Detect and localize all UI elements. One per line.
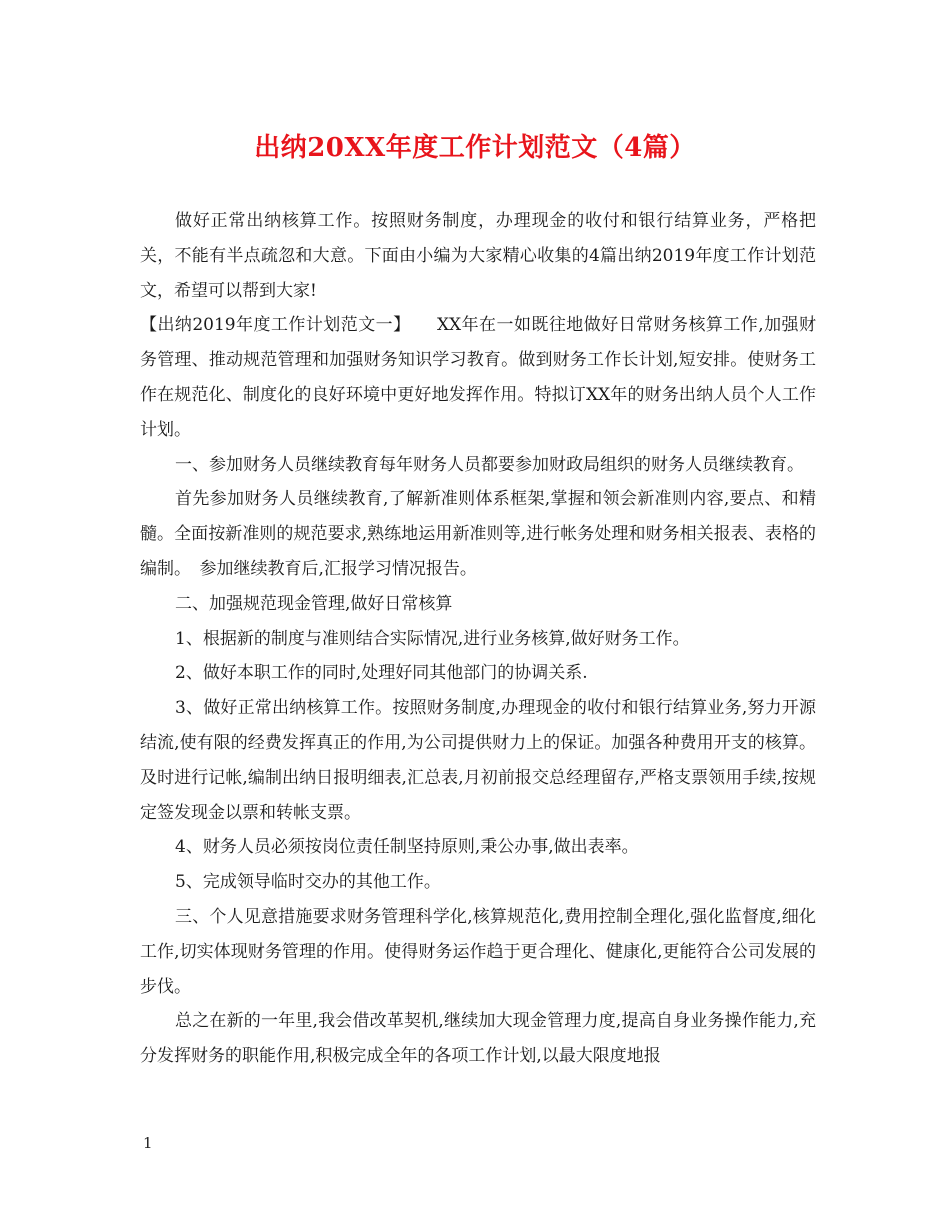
paragraph-section-two: 二、加强规范现金管理,做好日常核算	[175, 593, 453, 614]
document-title: 出纳20XX年度工作计划范文（4篇）	[254, 133, 696, 163]
paragraph-item-3: 3、做好正常出纳核算工作。按照财务制度,办理现金的收付和银行结算业务,努力开源结流,使有限的经费发挥真正的作用,为公司提供财力上的保证。加强各种费用开支的核算。及时进行记帐,编制出纳日报明细表,汇总表,月初前报交总经理留存,严格支票领用手续,按规定签发现金以票和转帐支票。	[140, 698, 816, 823]
paragraph-item-2: 2、做好本职工作的同时,处理好同其他部门的协调关系.	[175, 663, 588, 684]
paragraph-item-4: 4、财务人员必须按岗位责任制坚持原则,秉公办事,做出表率。	[175, 837, 639, 858]
paragraph-sample-one-heading: 【出纳2019年度工作计划范文一】 XX年在一如既往地做好日常财务核算工作,加强财务管理、推动规范管理和加强财务知识学习教育。做到财务工作长计划,短安排。使财务工作在规范化、制度化的良好环境中更好地发挥作用。特拟订XX年的财务出纳人员个人工作计划。	[140, 315, 816, 440]
paragraph-conclusion: 总之在新的一年里,我会借改革契机,继续加大现金管理力度,提高自身业务操作能力,充分发挥财务的职能作用,积极完成全年的各项工作计划,以最大限度地报	[140, 1011, 816, 1067]
paragraph-item-5: 5、完成领导临时交办的其他工作。	[175, 872, 441, 893]
page-number: 1	[143, 1134, 153, 1152]
paragraph-continuing-education: 首先参加财务人员继续教育,了解新准则体系框架,掌握和领会新准则内容,要点、和精髓。全面按新准则的规范要求,熟练地运用新准则等,进行帐务处理和财务相关报表、表格的编制。 参加继续教育后,汇报学习情况报告。	[140, 489, 816, 579]
document-body	[140, 204, 816, 1074]
paragraph-intro: 做好正常出纳核算工作。按照财务制度，办理现金的收付和银行结算业务，严格把关，不能有半点疏忽和大意。下面由小编为大家精心收集的4篇出纳2019年度工作计划范文，希望可以帮到大家!	[140, 211, 816, 301]
paragraph-section-three: 三、个人见意措施要求财务管理科学化,核算规范化,费用控制全理化,强化监督度,细化工作,切实体现财务管理的作用。使得财务运作趋于更合理化、健康化,更能符合公司发展的步伐。	[140, 906, 816, 997]
paragraph-section-one: 一、参加财务人员继续教育每年财务人员都要参加财政局组织的财务人员继续教育。	[175, 454, 804, 475]
paragraph-item-1: 1、根据新的制度与准则结合实际情况,进行业务核算,做好财务工作。	[175, 628, 690, 649]
